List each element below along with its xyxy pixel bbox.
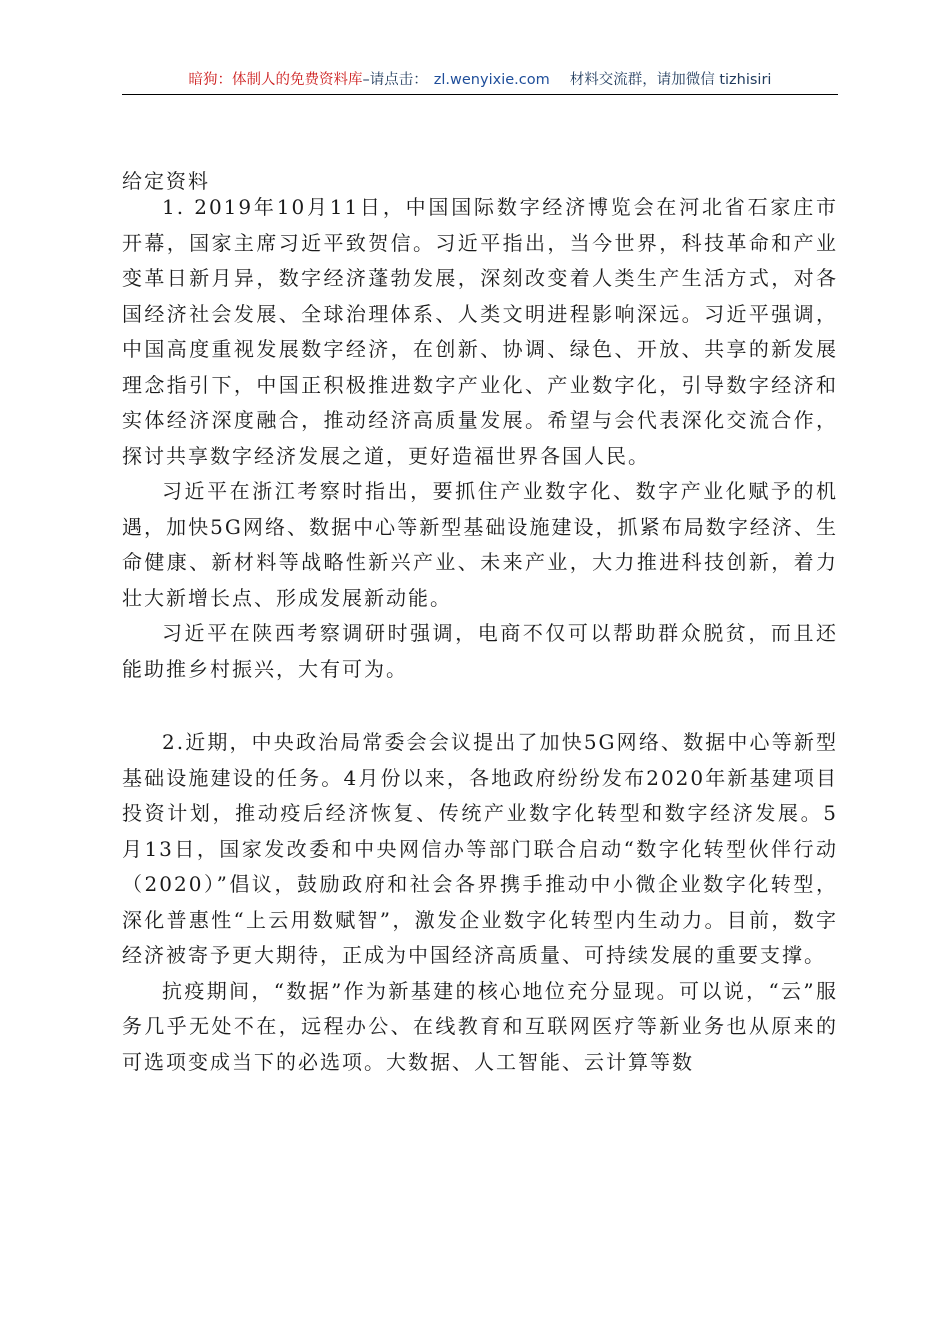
paragraph-3: 习近平在陕西考察调研时强调，电商不仅可以帮助群众脱贫，而且还能助推乡村振兴，大有可为。 bbox=[122, 621, 838, 681]
header-brand: 暗狗：体制人的免费资料库 bbox=[188, 72, 363, 88]
header-click-prompt: –请点击： bbox=[362, 72, 428, 88]
paragraph-4: 2.近期，中央政治局常委会会议提出了加快5G网络、数据中心等新型基础设施建设的任务。4月份以来，各地政府纷纷发布2020年新基建项目投资计划，推动疫后经济恢复、传统产业数字化转型和数字经济发展。5月13日，国家发改委和中央网信办等部门联合启动“数字化转型伙伴行动（2020）”倡议，鼓励政府和社会各界携手推动中小微企业数字化转型，深化普惠性“上云用数赋智”，激发企业数字化转型内生动力。目前，数字经济被寄予更大期待，正成为中国经济高质量、可持续发展的重要支撑。 bbox=[122, 730, 838, 967]
page-header bbox=[122, 68, 838, 95]
header-group-note: 材料交流群，请加微信 tizhisiri bbox=[569, 72, 772, 88]
paragraph-1: 1. 2019年10月11日，中国国际数字经济博览会在河北省石家庄市开幕，国家主席习近平致贺信。习近平指出，当今世界，科技革命和产业变革日新月异，数字经济蓬勃发展，深刻改变着人类生产生活方式，对各国经济社会发展、全球治理体系、人类文明进程影响深远。习近平强调，中国高度重视发展数字经济，在创新、协调、绿色、开放、共享的新发展理念指引下，中国正积极推进数字产业化、产业数字化，引导数字经济和实体经济深度融合，推动经济高质量发展。希望与会代表深化交流合作，探讨共享数字经济发展之道，更好造福世界各国人民。 bbox=[122, 195, 838, 468]
paragraph-5: 抗疫期间，“数据”作为新基建的核心地位充分显现。可以说，“云”服务几乎无处不在，远程办公、在线教育和互联网医疗等新业务也从原来的可选项变成当下的必选项。大数据、人工智能、云计算等数 bbox=[122, 978, 838, 1074]
section-title: 给定资料 bbox=[122, 169, 210, 193]
header-link[interactable]: zl.wenyixie.com bbox=[433, 72, 550, 88]
section-gap bbox=[122, 687, 838, 725]
document-body bbox=[122, 156, 838, 1080]
paragraph-2: 习近平在浙江考察时指出，要抓住产业数字化、数字产业化赋予的机遇，加快5G网络、数据中心等新型基础设施建设，抓紧布局数字经济、生命健康、新材料等战略性新兴产业、未来产业，大力推进科技创新，着力壮大新增长点、形成发展新动能。 bbox=[122, 479, 838, 610]
